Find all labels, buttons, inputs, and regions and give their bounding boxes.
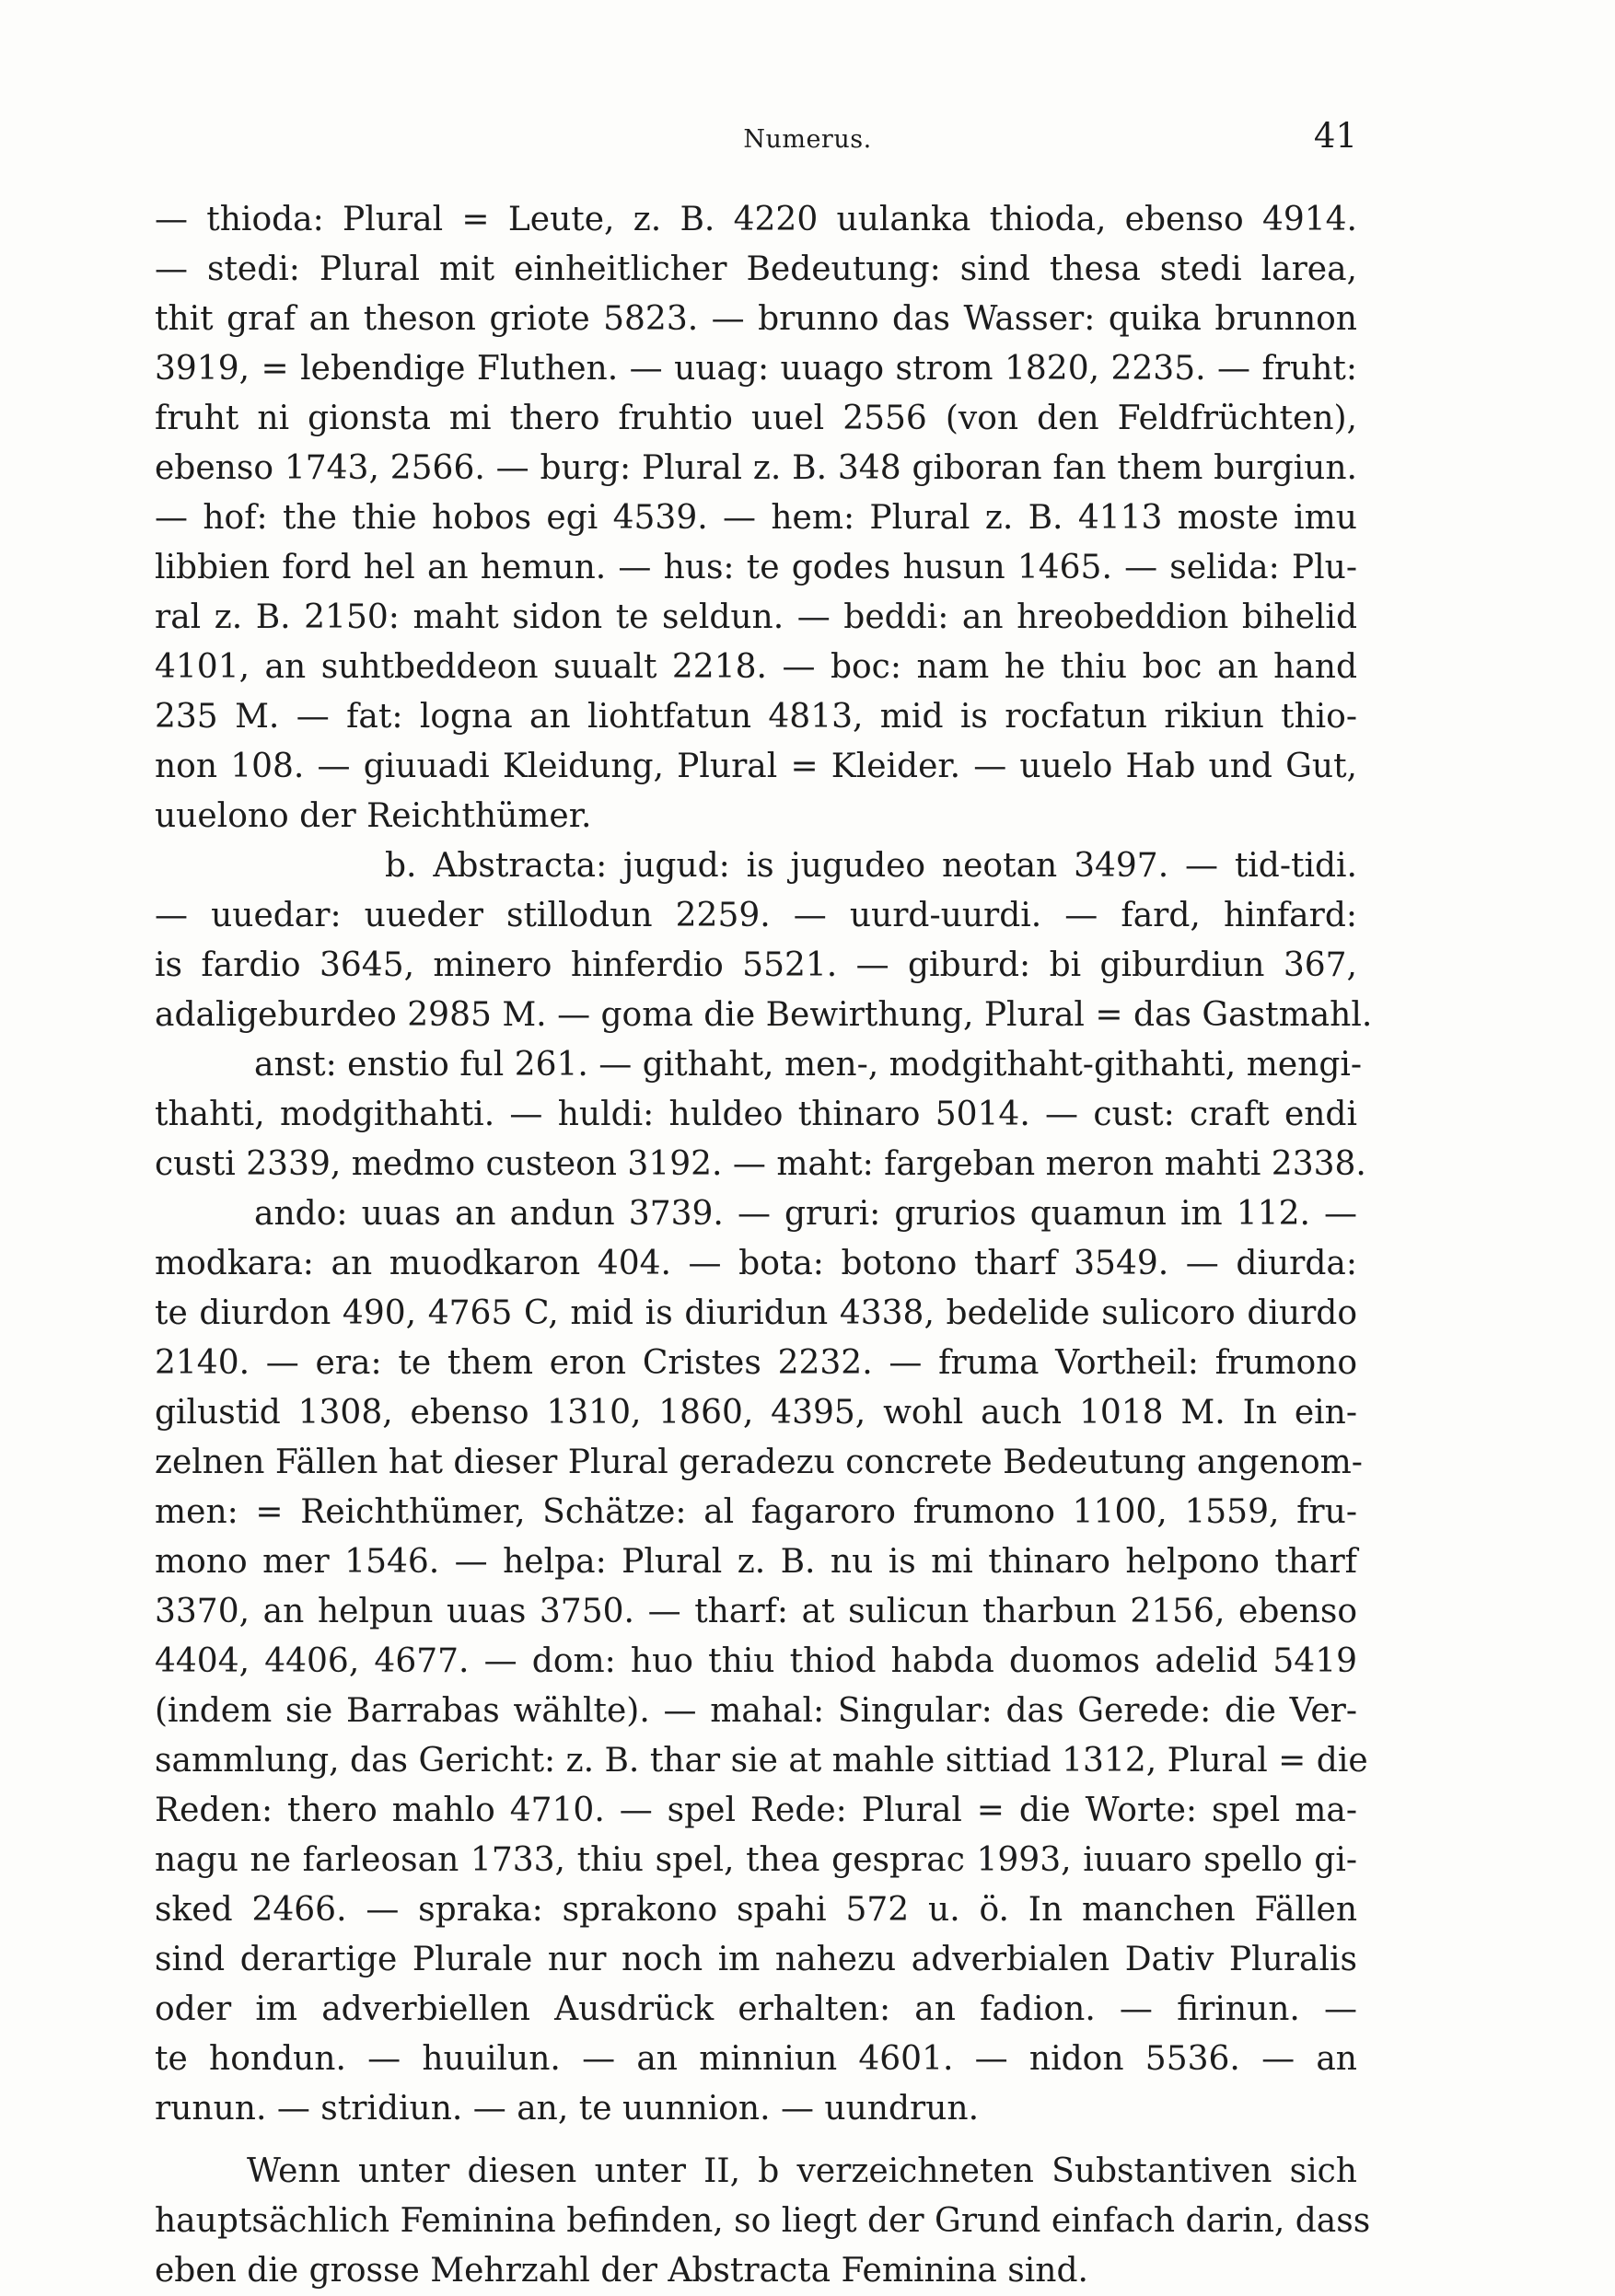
text-line: gilustid 1308, ebenso 1310, 1860, 4395, wohl auch 1018 M. In ein- — [155, 1394, 1357, 1432]
text-line: runun. — stridiun. — an, te uunnion. — uundrun. — [155, 2090, 980, 2128]
text-line: 235 M. — fat: logna an liohtfatun 4813, mid is rocfatun rikiun thio- — [155, 698, 1357, 736]
text-line: nagu ne farleosan 1733, thiu spel, thea gesprac 1993, iuuaro spello gi- — [155, 1841, 1357, 1879]
text-line: uuelono der Reichthümer. — [155, 797, 592, 835]
closing-paragraph-line: hauptsächlich Feminina befinden, so liegt der Grund einfach darin, dass — [155, 2202, 1371, 2240]
text-line: 3919, = lebendige Fluthen. — uuag: uuago strom 1820, 2235. — fruht: — [155, 350, 1357, 388]
text-line: sked 2466. — spraka: sprakono spahi 572 u. ö. In manchen Fällen — [155, 1891, 1357, 1929]
text-line: — stedi: Plural mit einheitlicher Bedeutung: sind thesa stedi larea, — [155, 250, 1357, 288]
text-line: is fardio 3645, minero hinferdio 5521. — giburd: bi giburdiun 367, — [155, 946, 1357, 984]
section-heading-line: b. Abstracta: jugud: is jugudeo neotan 3497. — tid-tidi. — [385, 847, 1357, 885]
text-line: Reden: thero mahlo 4710. — spel Rede: Plural = die Worte: spel ma- — [155, 1792, 1357, 1829]
running-title: Numerus. — [743, 125, 872, 154]
text-line: 4404, 4406, 4677. — dom: huo thiu thiod habda duomos adelid 5419 — [155, 1642, 1357, 1680]
main-text — [155, 195, 1373, 2296]
text-line: — hof: the thie hobos egi 4539. — hem: Plural z. B. 4113 moste imu — [155, 499, 1357, 537]
text-line: 4101, an suhtbeddeon suualt 2218. — boc: nam he thiu boc an hand — [155, 648, 1357, 686]
text-line: ando: uuas an andun 3739. — gruri: grurios quamun im 112. — — [254, 1195, 1357, 1233]
text-line: (indem sie Barrabas wählte). — mahal: Singular: das Gerede: die Ver- — [155, 1692, 1357, 1730]
text-line: modkara: an muodkaron 404. — bota: botono tharf 3549. — diurda: — [155, 1245, 1357, 1282]
text-line: libbien ford hel an hemun. — hus: te godes husun 1465. — selida: Plu- — [155, 549, 1357, 586]
text-line: 2140. — era: te them eron Cristes 2232. — fruma Vortheil: frumono — [155, 1344, 1357, 1382]
text-line: men: = Reichthümer, Schätze: al fagaroro frumono 1100, 1559, fru- — [155, 1493, 1357, 1531]
text-line: — uuedar: uueder stillodun 2259. — uurd-uurdi. — fard, hinfard: — [155, 897, 1357, 934]
text-line: 3370, an helpun uuas 3750. — tharf: at sulicun tharbun 2156, ebenso — [155, 1593, 1357, 1630]
text-line: sammlung, das Gericht: z. B. thar sie at mahle sittiad 1312, Plural = die — [155, 1742, 1368, 1780]
text-line: te hondun. — huuilun. — an minniun 4601. — nidon 5536. — an — [155, 2040, 1357, 2078]
closing-paragraph-line: eben die grosse Mehrzahl der Abstracta Feminina sind. — [155, 2252, 1088, 2290]
text-line: non 108. — giuuadi Kleidung, Plural = Kleider. — uuelo Hab und Gut, — [155, 748, 1357, 785]
paragraph-gap — [155, 2134, 1357, 2147]
text-line: anst: enstio ful 261. — githaht, men-, modgithaht-githahti, mengi- — [254, 1046, 1363, 1084]
text-line: mono mer 1546. — helpa: Plural z. B. nu is mi thinaro helpono tharf — [155, 1543, 1357, 1581]
text-line: thahti, modgithahti. — huldi: huldeo thinaro 5014. — cust: craft endi — [155, 1096, 1357, 1133]
closing-paragraph-line: Wenn unter diesen unter II, b verzeichneten Substantiven sich — [247, 2152, 1357, 2190]
text-line: te diurdon 490, 4765 C, mid is diuridun 4338, bedelide sulicoro diurdo — [155, 1294, 1357, 1332]
text-line: ebenso 1743, 2566. — burg: Plural z. B. 348 giboran fan them burgiun. — [155, 449, 1357, 487]
text-line: sind derartige Plurale nur noch im nahezu adverbialen Dativ Pluralis — [155, 1941, 1357, 1978]
page-number: 41 — [1313, 116, 1357, 156]
text-line: custi 2339, medmo custeon 3192. — maht: fargeban meron mahti 2338. — [155, 1145, 1366, 1183]
text-line: adaligeburdeo 2985 M. — goma die Bewirthung, Plural = das Gastmahl. — [155, 996, 1373, 1034]
text-line: thit graf an theson griote 5823. — brunno das Wasser: quika brunnon — [155, 300, 1357, 338]
text-line: zelnen Fällen hat dieser Plural geradezu concrete Bedeutung angenom- — [155, 1444, 1363, 1481]
text-line: oder im adverbiellen Ausdrück erhalten: an fadion. — firinun. — — [155, 1990, 1357, 2028]
text-line: — thioda: Plural = Leute, z. B. 4220 uulanka thioda, ebenso 4914. — [155, 201, 1357, 238]
text-line: ral z. B. 2150: maht sidon te seldun. — beddi: an hreobeddion bihelid — [155, 598, 1357, 636]
text-line: fruht ni gionsta mi thero fruhtio uuel 2556 (von den Feldfrüchten), — [155, 400, 1357, 437]
